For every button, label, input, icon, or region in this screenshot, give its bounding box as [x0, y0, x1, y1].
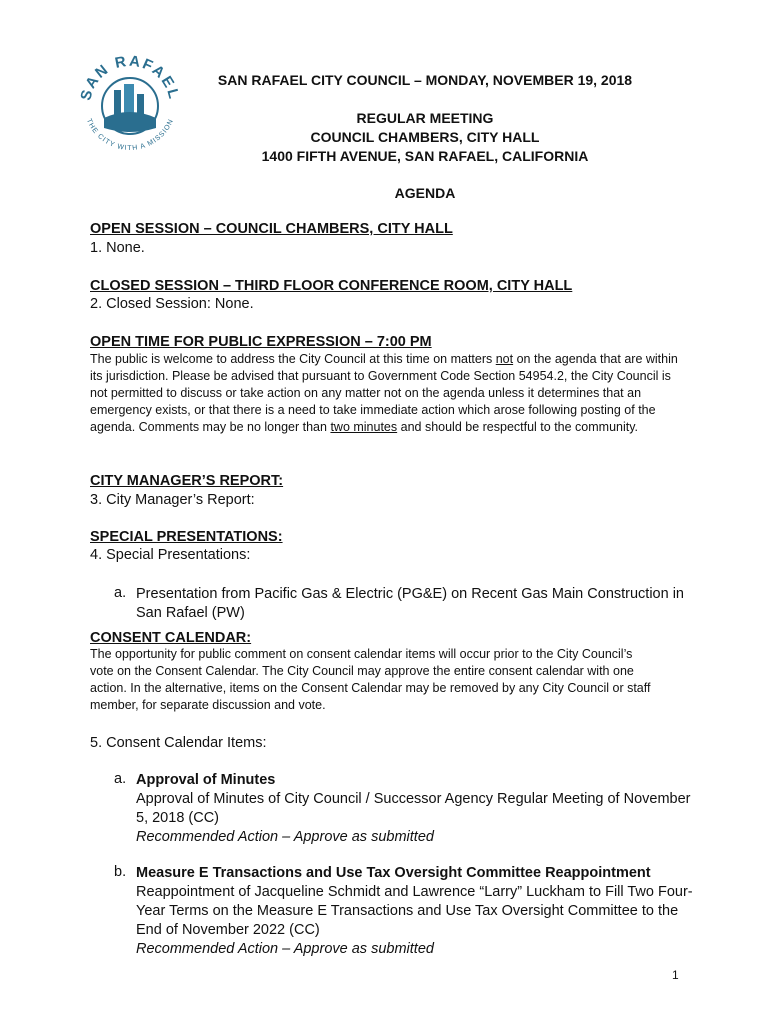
special-presentations-heading: SPECIAL PRESENTATIONS:	[90, 529, 283, 545]
page-number: 1	[672, 968, 679, 982]
meeting-type: REGULAR MEETING	[356, 110, 494, 126]
special-item-a-text: Presentation from Pacific Gas & Electric (PG&E) on Recent Gas Main Construction in San Rafael (PW)	[136, 586, 684, 621]
consent-item-a-letter: a.	[114, 771, 127, 787]
city-logo	[74, 44, 186, 156]
consent-item-b	[136, 864, 706, 959]
meeting-title: SAN RAFAEL CITY COUNCIL – MONDAY, NOVEMBER 19, 2018	[217, 72, 633, 88]
closed-session-item: 2. Closed Session: None.	[90, 296, 254, 312]
consent-calendar-paragraph: The opportunity for public comment on consent calendar items will occur prior to the City Council’s vote on the Consent Calendar. The City Council may approve the entire consent calendar with one action. In the alternative, items on the Consent Calendar may be removed by any City Council or staff member, for separate discussion and vote.	[90, 647, 651, 712]
consent-item-b-action: Recommended Action – Approve as submitted	[136, 941, 434, 957]
public-expression-paragraph: The public is welcome to address the City Council at this time on matters not on the agenda that are within its jurisdiction. Please be advised that pursuant to Government Code Section 54954.2, the City Council is not permitted to discuss or take action on any matter not on the agenda unless it determines that an emergency exists, or that there is a need to take immediate action which arose following posting of the agenda. Comments may be no longer than two minutes and should be respectful to the community.	[90, 352, 678, 434]
logo-bottom-text: THE CITY WITH A MISSION	[84, 117, 176, 153]
agenda-heading: AGENDA	[394, 185, 456, 201]
city-manager-heading: CITY MANAGER’S REPORT:	[90, 473, 284, 489]
consent-item-a-action: Recommended Action – Approve as submitted	[136, 829, 434, 845]
logo-top-text: SAN RAFAEL	[77, 52, 183, 103]
open-session-heading: OPEN SESSION – COUNCIL CHAMBERS, CITY HALL	[90, 221, 453, 237]
special-presentations-item: 4. Special Presentations:	[90, 547, 251, 563]
meeting-address: 1400 FIFTH AVENUE, SAN RAFAEL, CALIFORNIA	[261, 148, 589, 164]
city-manager-item: 3. City Manager’s Report:	[90, 492, 255, 508]
consent-item-a-title: Approval of Minutes	[136, 772, 276, 788]
consent-item-a	[136, 771, 706, 847]
consent-item-a-body: Approval of Minutes of City Council / Successor Agency Regular Meeting of November 5, 2018 (CC)	[136, 791, 691, 826]
consent-item-b-body: Reappointment of Jacqueline Schmidt and Lawrence “Larry” Luckham to Fill Two Four-Year Terms on the Measure E Transactions and Use Tax Oversight Committee to the End of November 2022 (CC)	[136, 884, 693, 938]
consent-item-b-letter: b.	[114, 864, 127, 880]
consent-calendar-heading: CONSENT CALENDAR:	[90, 630, 252, 646]
special-item-a-letter: a.	[114, 585, 127, 601]
consent-item-b-title: Measure E Transactions and Use Tax Oversight Committee Reappointment	[136, 865, 651, 881]
meeting-location: COUNCIL CHAMBERS, CITY HALL	[310, 129, 540, 145]
public-expression-heading: OPEN TIME FOR PUBLIC EXPRESSION – 7:00 PM	[90, 334, 432, 350]
open-session-item: 1. None.	[90, 240, 145, 256]
consent-calendar-item: 5. Consent Calendar Items:	[90, 735, 267, 751]
closed-session-heading: CLOSED SESSION – THIRD FLOOR CONFERENCE ROOM, CITY HALL	[90, 278, 573, 294]
